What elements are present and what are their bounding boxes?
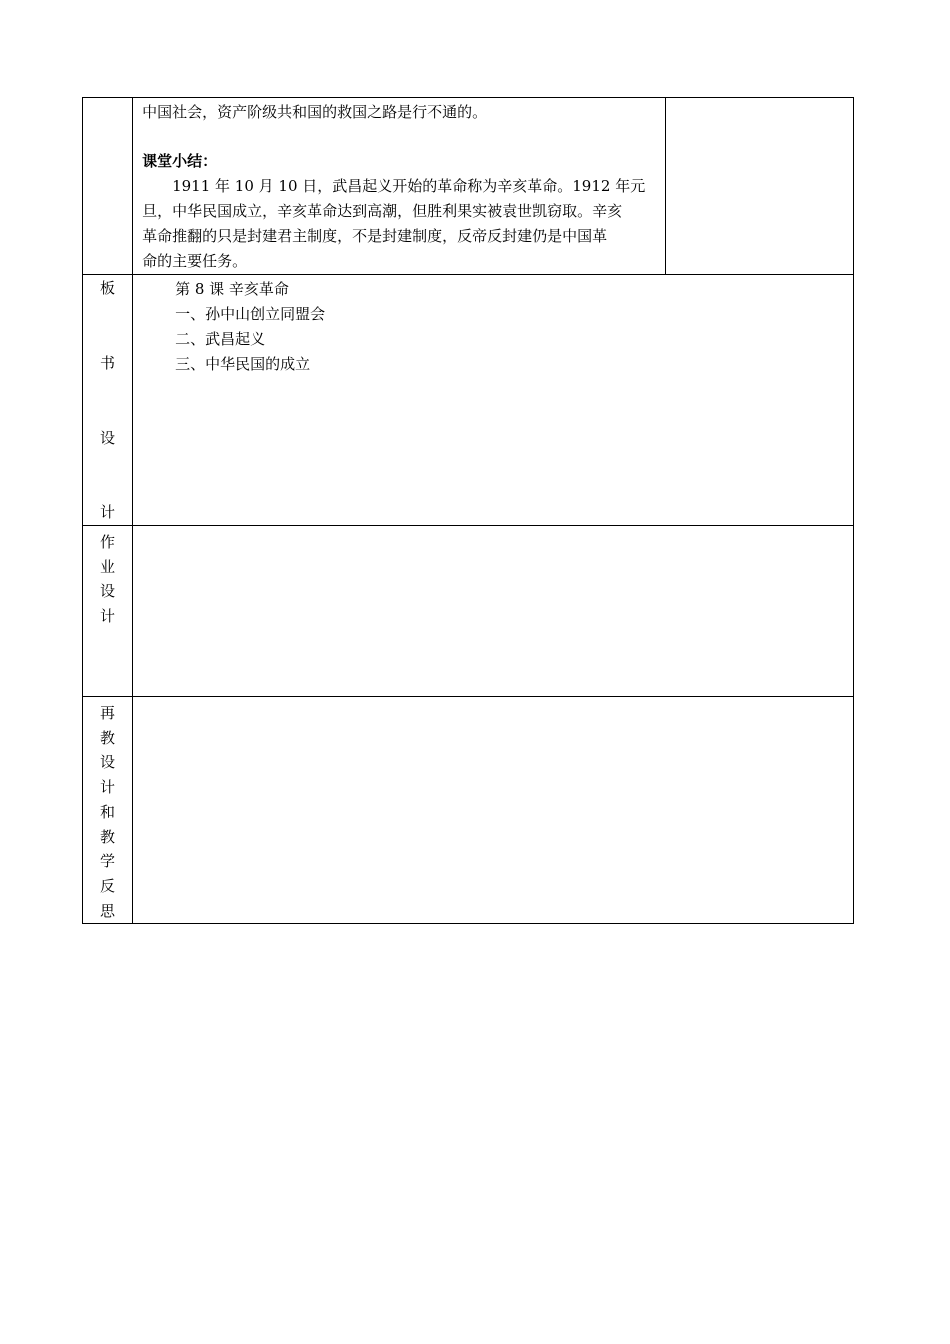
teaching-process-content-cell [133,98,666,275]
teaching-notes-cell [665,98,853,275]
reflection-row [83,697,854,924]
label-char: 设 [100,582,116,601]
homework-design-row [83,526,854,697]
board-line: 第 8 课 辛亥革命 [175,280,289,298]
board-design-content [133,275,854,526]
label-char: 思 [100,901,116,920]
homework-design-content [133,526,854,697]
board-line: 三、中华民国的成立 [175,355,311,373]
board-line: 一、孙中山创立同盟会 [175,305,326,323]
board-design-label [83,275,133,526]
board-line: 二、武昌起义 [175,330,266,348]
label-char: 板 [100,279,116,297]
label-char: 教 [100,728,116,747]
lesson-plan-table [82,97,854,924]
teaching-process-row [83,98,854,275]
label-char: 学 [100,852,116,871]
continuation-text: 中国社会，资产阶级共和国的救国之路是行不通的。 [142,103,488,121]
label-char: 再 [100,704,116,722]
teaching-process-label-cell [83,98,133,275]
summary-line: 旦，中华民国成立，辛亥革命达到高潮，但胜利果实被袁世凯窃取。辛亥 [142,202,623,220]
label-char: 设 [100,753,116,772]
label-char: 计 [100,778,116,797]
summary-line: 革命推翻的只是封建君主制度，不是封建制度，反帝反封建仍是中国革 [142,227,608,245]
reflection-label [83,697,133,924]
label-char: 和 [100,802,116,821]
label-char: 教 [100,827,116,846]
homework-design-label [83,526,133,697]
board-design-row [83,275,854,526]
label-char: 计 [100,607,116,626]
label-char: 业 [100,557,116,576]
reflection-content [133,697,854,924]
summary-line: 命的主要任务。 [142,252,248,270]
label-char: 反 [100,876,116,895]
label-char: 计 [100,503,116,521]
label-char: 书 [100,354,116,372]
label-char: 作 [100,533,116,551]
label-char: 设 [100,429,116,447]
summary-title: 课堂小结： [142,152,218,170]
summary-line: 1911 年 10 月 10 日，武昌起义开始的革命称为辛亥革命。1912 年元 [172,177,646,195]
